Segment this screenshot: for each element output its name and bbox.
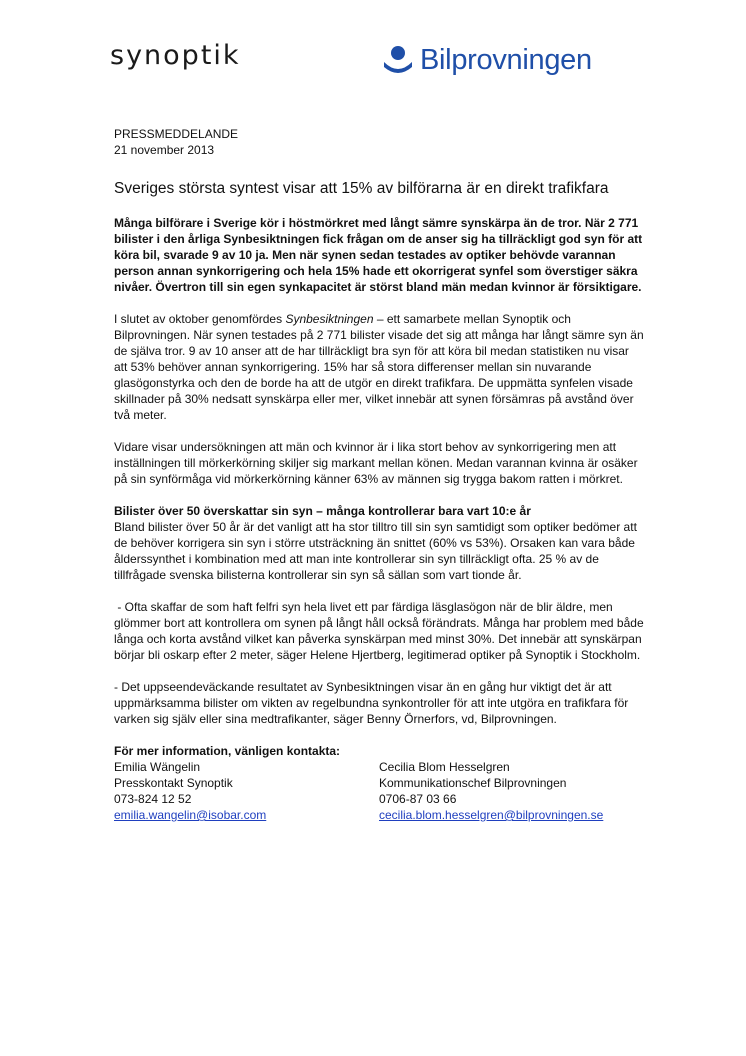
headline: Sveriges största syntest visar att 15% av bilförarna är en direkt trafikfara (114, 180, 609, 197)
release-date: 21 november 2013 (114, 143, 215, 157)
bilprovningen-logo-text: Bilprovningen (420, 43, 592, 76)
contact-section (114, 759, 644, 823)
press-release-body (114, 126, 647, 823)
contact-email-link[interactable]: emilia.wangelin@isobar.com (114, 808, 267, 822)
bilprovningen-emblem-icon (382, 45, 414, 75)
paragraph-1: I slutet av oktober genomfördes Synbesiktningen – ett samarbete mellan Synoptik och Bilprovningen. När synen testades på 2 771 bilister visade det sig att många har långt sämre syn än de själva tror. 9 av 10 anser att de har tillräckligt bra syn för att köra bil medan statistiken nu visar att 53% behöver annan synkorrigering. 15% har så stora differenser mellan sin nuvarande glasögonstyrka och den de borde ha att de utgör en direkt trafikfara. De uppmätta synfelen visade skillnader på 30% nedsatt synskärpa eller mer, vilket innebär att synen försämras på avstånd över två meter. (114, 312, 644, 422)
paragraph-3: Bland bilister över 50 år är det vanligt att ha stor tilltro till sin syn samtidigt som optiker bedömer att de behöver korrigera sin syn i större utsträckning än snittet (60% vs 53%). Orsaken kan vara både ålderssynthet i kombination med att man inte kontrollerar sin syn tillräckligt ofta. 25 % av de tillfrågade svenska bilisterna kontrollerar sin syn så sällan som vart tionde år. (114, 520, 637, 582)
contact-name: Cecilia Blom Hesselgren (379, 760, 510, 774)
synoptik-logo: synoptik (110, 40, 241, 71)
synbesiktningen-emphasis: Synbesiktningen (285, 312, 374, 326)
contact-left (114, 759, 379, 823)
paragraph-2: Vidare visar undersökningen att män och kvinnor är i lika stort behov av synkorrigering men att inställningen till mörkerkörning skiljer sig markant mellan könen. Medan varannan kvinna är osäker på sin synförmåga vid mörkerkörning känner 63% av männen sig trygga bakom ratten i mörkret. (114, 440, 638, 486)
contact-phone: 0706-87 03 66 (379, 792, 457, 806)
contact-title: Kommunikationschef Bilprovningen (379, 776, 567, 790)
bilprovningen-logo (382, 40, 592, 80)
document-type: PRESSMEDDELANDE (114, 127, 239, 141)
lead-paragraph: Många bilförare i Sverige kör i höstmörkret med långt sämre synskärpa än de tror. När 2 771 bilister i den årliga Synbesiktningen fick frågan om de anser sig ha tillräckligt god syn för att köra bil, svarade 9 av 10 ja. Men när synen sedan testades av optiker behövde varannan person annan synkorrigering och hela 15% hade ett okorrigerat synfel som överstiger säkra nivåer. Övertron till sin egen synkapacitet är störst bland män medan kvinnor är försiktigare. (114, 216, 643, 294)
contact-title: Presskontakt Synoptik (114, 776, 233, 790)
contact-email-link[interactable]: cecilia.blom.hesselgren@bilprovningen.se (379, 808, 604, 822)
quote-paragraph-1: - Ofta skaffar de som haft felfri syn hela livet ett par färdiga läsglasögon när de blir äldre, men glömmer bort att kontrollera om synen på långt håll också förändrats. Många har problem med både långa och korta avstånd vilket kan påverka synskärpan med minst 30%. Det innebär att synskärpan börjar bli oskarp efter 2 meter, säger Helene Hjertberg, legitimerad optiker på Synoptik i Stockholm. (114, 600, 647, 662)
contact-right (379, 759, 644, 823)
contact-name: Emilia Wängelin (114, 760, 201, 774)
contact-heading: För mer information, vänligen kontakta: (114, 744, 341, 758)
quote-paragraph-2: - Det uppseendeväckande resultatet av Synbesiktningen visar än en gång hur viktigt det är att uppmärksamma bilister om vikten av regelbundna synkontroller för att inte utgöra en trafikfara för varken sig själv eller sina medtrafikanter, säger Benny Örnerfors, vd, Bilprovningen. (114, 680, 629, 726)
subheading: Bilister över 50 överskattar sin syn – många kontrollerar bara vart 10:e år (114, 504, 531, 518)
contact-phone: 073-824 12 52 (114, 792, 192, 806)
